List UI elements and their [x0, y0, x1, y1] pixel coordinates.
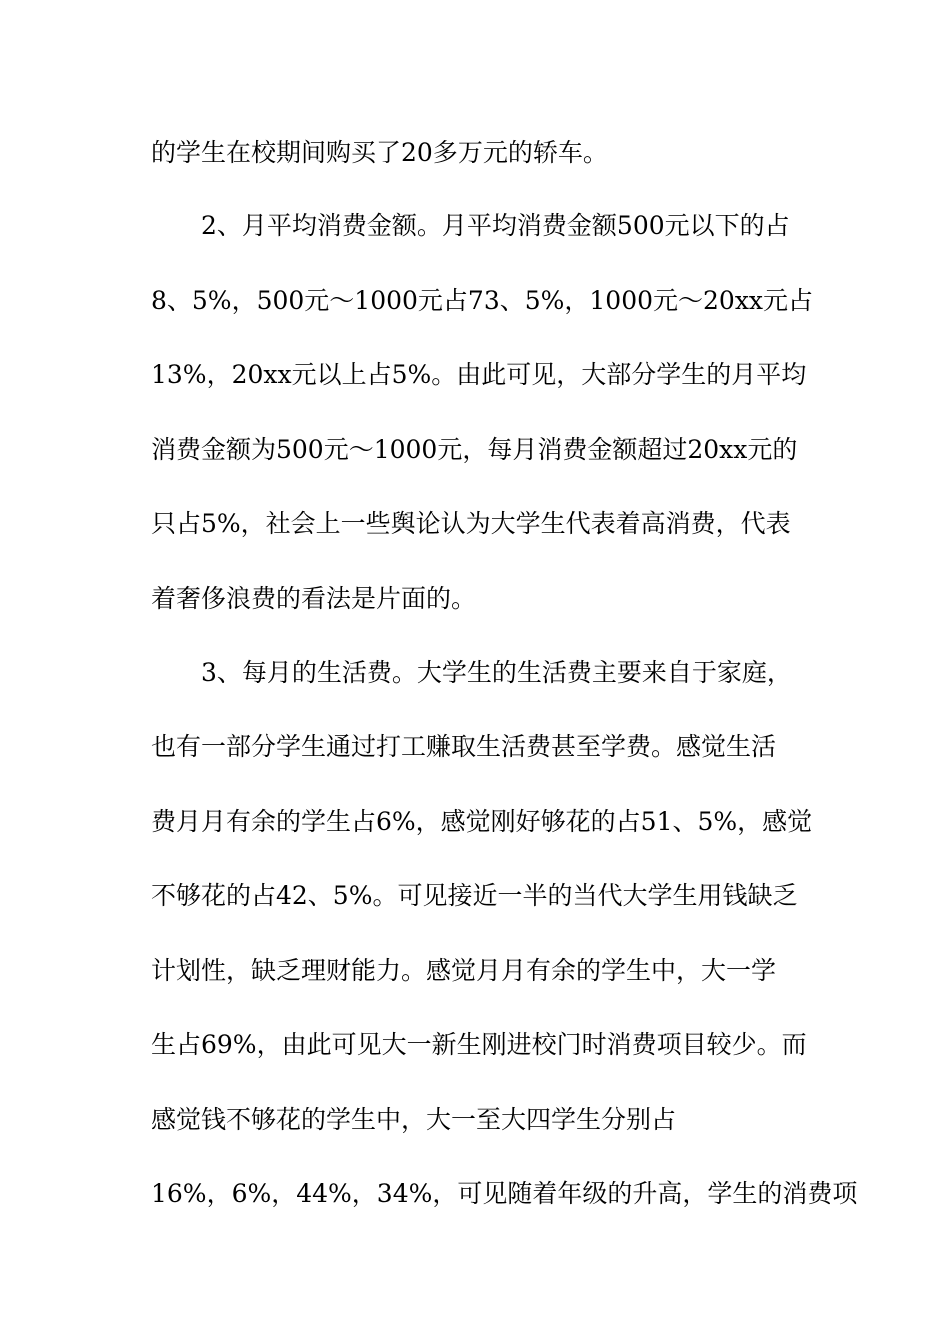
text-line: 感觉钱不够花的学生中，大一至大四学生分别占 [151, 1105, 677, 1134]
paragraph-2-start: 2、月平均消费金额。月平均消费金额500元以下的占 [201, 211, 790, 240]
text-line: 不够花的占42、5%。可见接近一半的当代大学生用钱缺乏 [151, 881, 798, 910]
text-line: 的学生在校期间购买了20多万元的轿车。 [151, 138, 608, 167]
text-line: 着奢侈浪费的看法是片面的。 [151, 584, 477, 613]
text-line: 费月月有余的学生占6%，感觉刚好够花的占51、5%，感觉 [151, 807, 813, 836]
text-line: 生占69%，由此可见大一新生刚进校门时消费项目较少。而 [151, 1030, 807, 1059]
text-line: 也有一部分学生通过打工赚取生活费甚至学费。感觉生活 [151, 732, 777, 761]
text-line: 消费金额为500元～1000元，每月消费金额超过20xx元的 [151, 435, 798, 464]
text-line: 8、5%，500元～1000元占73、5%，1000元～20xx元占 [151, 286, 814, 315]
text-line: 16%，6%，44%，34%，可见随着年级的升高，学生的消费项 [151, 1179, 858, 1208]
paragraph-3-start: 3、每月的生活费。大学生的生活费主要来自于家庭， [201, 658, 792, 687]
text-line: 只占5%，社会上一些舆论认为大学生代表着高消费，代表 [151, 509, 791, 538]
text-line: 计划性，缺乏理财能力。感觉月月有余的学生中，大一学 [151, 956, 777, 985]
text-line: 13%，20xx元以上占5%。由此可见，大部分学生的月平均 [151, 360, 807, 389]
